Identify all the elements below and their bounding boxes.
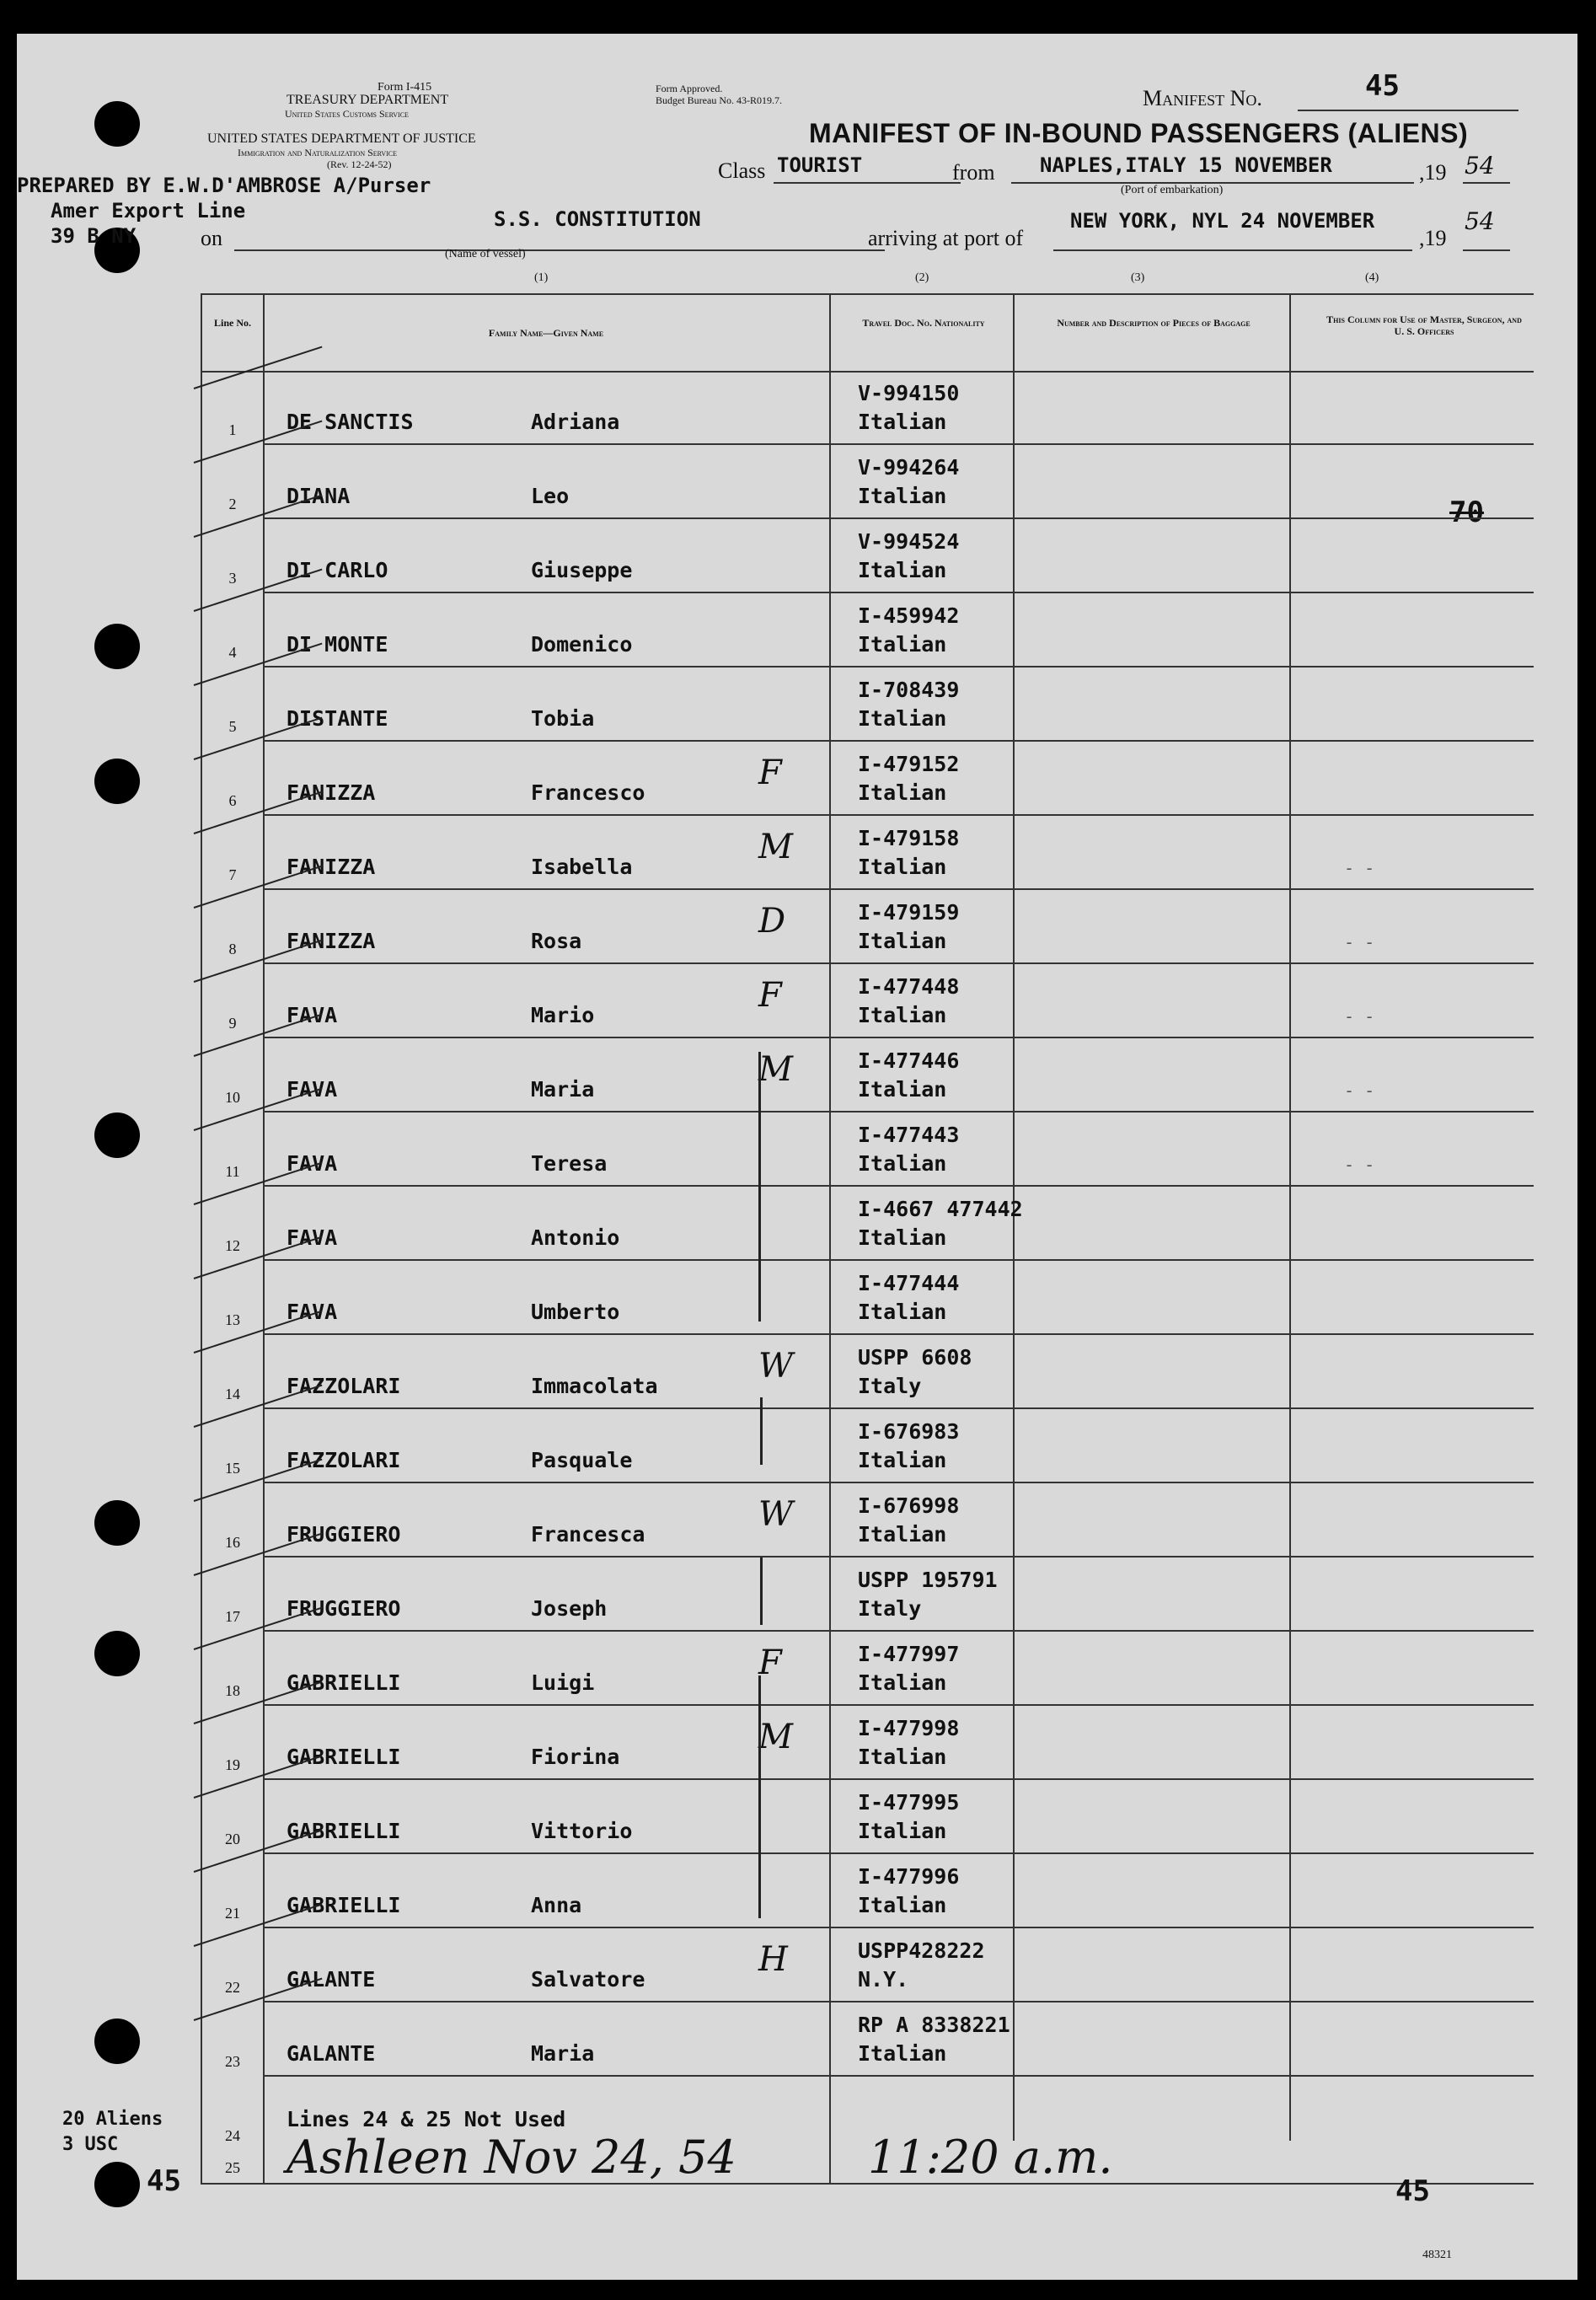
line-number: 23 [225,2053,240,2070]
travel-doc-no: I-477444 [858,1271,960,1295]
line-number: 21 [225,1905,240,1922]
form-approved: Form Approved. [656,83,723,94]
family-name: DE SANCTIS [287,410,414,434]
given-name: Pasquale [531,1448,633,1472]
nationality: Italy [858,1374,922,1398]
port-caption: (Port of embarkation) [1121,184,1224,196]
manifest-no: 45 [1365,69,1400,103]
given-name: Immacolata [531,1374,658,1398]
table-row [202,1409,1534,1483]
family-relation-mark: W [758,1495,794,1534]
table-row-25 [202,2131,1534,2184]
travel-doc-no: I-459942 [858,603,960,628]
table-row [202,1335,1534,1409]
footer-left-number: 45 [147,2164,181,2198]
nationality: N.Y. [858,1967,909,1992]
table-row [202,2002,1534,2077]
officer-dash-mark: - - [1344,932,1375,952]
family-name: GALANTE [287,2041,376,2066]
travel-doc-no: I-477997 [858,1642,960,1666]
travel-doc-no: I-477448 [858,974,960,999]
justice-dept: UNITED STATES DEPARTMENT OF JUSTICE [207,131,476,146]
table-row [202,742,1534,816]
col-num-3: (3) [1131,271,1145,284]
family-name: GABRIELLI [287,1819,401,1843]
nationality: Italian [858,1819,947,1843]
given-name: Antonio [531,1225,620,1250]
line-number: 24 [225,2127,240,2144]
travel-doc-no: I-479158 [858,826,960,850]
officer-dash-mark: - - [1344,858,1375,878]
officer-dash-mark: - - [1344,1006,1375,1027]
usc-note: 3 USC [62,2134,119,2155]
nationality: Italian [858,1522,947,1547]
nationality: Italian [858,1448,947,1472]
given-name: Tobia [531,706,595,731]
family-bracket [760,1397,763,1465]
travel-doc-no: V-994264 [858,455,960,480]
travel-doc-no: I-479152 [858,752,960,776]
family-name: GABRIELLI [287,1893,401,1917]
family-name: FAVA [287,1003,338,1027]
given-name: Adriana [531,410,620,434]
officer-signature: Ashleen Nov 24, 54 [287,2131,736,2184]
line-number: 18 [225,1682,240,1699]
table-row [202,1780,1534,1854]
given-name: Maria [531,2041,595,2066]
manifest-no-label: Manifest No. [1143,86,1262,110]
given-name: Francesca [531,1522,645,1547]
given-name: Luigi [531,1670,595,1695]
line-number: 2 [228,496,237,512]
col-head-line-no: Line No. [213,317,251,329]
treasury-dept: TREASURY DEPARTMENT [287,93,449,107]
nationality: Italian [858,706,947,731]
family-relation-mark: F [758,753,782,792]
punch-hole [94,2162,140,2207]
family-name: FAVA [287,1300,338,1324]
travel-doc-no: I-477446 [858,1048,960,1073]
travel-doc-no: V-994524 [858,529,960,554]
nationality: Italian [858,484,947,508]
shipping-address: 39 B NY [51,224,137,248]
given-name: Anna [531,1893,582,1917]
form-revision: (Rev. 12-24-52) [327,158,392,170]
nationality: Italy [858,1596,922,1621]
travel-doc-no: I-676983 [858,1419,960,1444]
line-number: 17 [225,1608,240,1625]
line-number: 1 [228,421,237,438]
line-number: 6 [228,792,237,809]
family-name: FAVA [287,1225,338,1250]
table-row [202,1483,1534,1557]
arriving-label: arriving at port of [868,226,1024,250]
table-row [202,667,1534,742]
given-name: Mario [531,1003,595,1027]
punch-hole [94,1631,140,1676]
family-relation-mark: F [758,976,782,1015]
line-number: 3 [228,570,237,587]
family-bracket [758,1675,761,1918]
nationality: Italian [858,1893,947,1917]
nationality: Italian [858,1003,947,1027]
col-head-officers: This Column for Use of Master, Surgeon, and U. S. Officers [1326,314,1522,337]
family-name: DIANA [287,484,351,508]
given-name: Giuseppe [531,558,633,582]
table-row [202,445,1534,519]
col-num-1: (1) [534,271,549,284]
budget-bureau: Budget Bureau No. 43-R019.7. [656,94,782,106]
family-name: FAVA [287,1151,338,1176]
line-number: 9 [228,1015,237,1032]
col-head-travel: Travel Doc. No. Nationality [862,317,985,329]
punch-hole [94,101,140,147]
travel-doc-no: USPP 6608 [858,1345,972,1370]
line-number: 25 [225,2159,240,2176]
family-name: FAZZOLARI [287,1374,401,1398]
family-name: FRUGGIERO [287,1596,401,1621]
manifest-sheet [17,34,1577,2280]
table-row [202,371,1534,445]
travel-doc-no: I-477443 [858,1123,960,1147]
from-value: NAPLES,ITALY 15 NOVEMBER [1040,153,1332,177]
col-head-name: Family Name—Given Name [488,327,604,339]
col-num-4: (4) [1365,271,1379,284]
unused-lines-note: Lines 24 & 25 Not Used [287,2107,566,2131]
travel-doc-no: I-477995 [858,1790,960,1815]
nationality: Italian [858,1300,947,1324]
given-name: Rosa [531,929,582,953]
family-name: DISTANTE [287,706,388,731]
punch-hole [94,624,140,669]
vessel-caption: (Name of vessel) [445,248,526,260]
family-name: FANIZZA [287,855,376,879]
aliens-count: 20 Aliens [62,2109,163,2130]
line-number: 22 [225,1979,240,1996]
manifest-title: MANIFEST OF IN-BOUND PASSENGERS (ALIENS) [809,118,1469,148]
nationality: Italian [858,558,947,582]
given-name: Salvatore [531,1967,645,1992]
shipping-line: Amer Export Line [51,199,246,222]
customs-service: United States Customs Service [285,108,409,120]
table-row [202,1632,1534,1706]
line-number: 15 [225,1460,240,1477]
line-number: 4 [228,644,237,661]
travel-doc-no: I-477998 [858,1716,960,1740]
nationality: Italian [858,1151,947,1176]
table-row [202,1854,1534,1928]
footer-right-number: 45 [1395,2174,1430,2208]
travel-doc-no: USPP 195791 [858,1568,998,1592]
print-number: 48321 [1422,2249,1452,2261]
line-number: 19 [225,1756,240,1773]
year-prefix-1: ,19 [1419,160,1447,185]
line-number: 14 [225,1386,240,1402]
nationality: Italian [858,632,947,657]
given-name: Umberto [531,1300,620,1324]
nationality: Italian [858,2041,947,2066]
inspection-time: 11:20 a.m. [868,2131,1113,2184]
ins-service: Immigration and Naturalization Service [238,147,398,158]
punch-hole [94,1500,140,1546]
given-name: Joseph [531,1596,608,1621]
year-1: 54 [1465,152,1495,180]
nationality: Italian [858,1745,947,1769]
line-number: 16 [225,1534,240,1551]
family-relation-mark: H [758,1940,788,1979]
given-name: Domenico [531,632,633,657]
year-2: 54 [1465,207,1495,235]
family-relation-mark: M [758,1050,793,1089]
table-row [202,1706,1534,1780]
family-name: FRUGGIERO [287,1522,401,1547]
family-name: DI MONTE [287,632,388,657]
table-row [202,964,1534,1038]
line-number: 20 [225,1831,240,1847]
family-relation-mark: F [758,1643,782,1682]
nationality: Italian [858,1077,947,1102]
nationality: Italian [858,1670,947,1695]
line-number: 7 [228,866,237,883]
on-label: on [201,226,222,250]
class-value: TOURIST [777,153,863,177]
vessel-name: S.S. CONSTITUTION [494,207,701,231]
col-head-baggage: Number and Description of Pieces of Baggage [1057,317,1251,329]
travel-doc-no: I-477996 [858,1864,960,1889]
table-row [202,593,1534,667]
margin-note: 70 [1449,496,1484,529]
table-row [202,1557,1534,1632]
family-relation-mark: M [758,828,793,866]
family-name: FANIZZA [287,929,376,953]
line-number: 13 [225,1311,240,1328]
line-number: 10 [225,1089,240,1106]
given-name: Teresa [531,1151,608,1176]
family-name: FANIZZA [287,780,376,805]
year-prefix-2: ,19 [1419,226,1447,250]
family-name: FAZZOLARI [287,1448,401,1472]
table-row [202,1187,1534,1261]
given-name: Maria [531,1077,595,1102]
travel-doc-no: I-479159 [858,900,960,925]
family-name: GABRIELLI [287,1670,401,1695]
nationality: Italian [858,855,947,879]
prepared-by: PREPARED BY E.W.D'AMBROSE A/Purser [17,174,431,197]
officer-dash-mark: - - [1344,1155,1375,1175]
check-tick [194,346,323,389]
table-row [202,1928,1534,2002]
officer-dash-mark: - - [1344,1080,1375,1101]
given-name: Francesco [531,780,645,805]
given-name: Leo [531,484,570,508]
table-row [202,519,1534,593]
class-label: Class [718,158,766,183]
passenger-table [201,293,1534,2185]
punch-hole [94,2019,140,2064]
table-row [202,816,1534,890]
family-relation-mark: W [758,1347,794,1386]
given-name: Isabella [531,855,633,879]
form-number: Form I-415 [378,81,432,94]
line-number: 12 [225,1237,240,1254]
table-row [202,1038,1534,1112]
table-row [202,1112,1534,1187]
nationality: Italian [858,929,947,953]
family-relation-mark: M [758,1718,793,1756]
travel-doc-no: I-708439 [858,678,960,702]
family-name: DI CARLO [287,558,388,582]
line-number: 5 [228,718,237,735]
given-name: Fiorina [531,1745,620,1769]
travel-doc-no: USPP428222 [858,1938,985,1963]
nationality: Italian [858,410,947,434]
line-number: 11 [225,1163,240,1180]
travel-doc-no: V-994150 [858,381,960,405]
family-name: GALANTE [287,1967,376,1992]
family-bracket [758,1052,761,1322]
travel-doc-no: I-4667 477442 [858,1197,1023,1221]
family-bracket [760,1557,763,1625]
nationality: Italian [858,1225,947,1250]
arriving-value: NEW YORK, NYL 24 NOVEMBER [1070,209,1375,233]
col-num-2: (2) [915,271,929,284]
family-name: FAVA [287,1077,338,1102]
from-label: from [952,160,995,185]
punch-hole [94,759,140,804]
travel-doc-no: I-676998 [858,1493,960,1518]
family-name: GABRIELLI [287,1745,401,1769]
travel-doc-no: RP A 8338221 [858,2013,1010,2037]
punch-hole [94,1112,140,1158]
line-number: 8 [228,941,237,957]
nationality: Italian [858,780,947,805]
given-name: Vittorio [531,1819,633,1843]
table-row [202,890,1534,964]
family-relation-mark: D [758,902,786,941]
table-row [202,1261,1534,1335]
